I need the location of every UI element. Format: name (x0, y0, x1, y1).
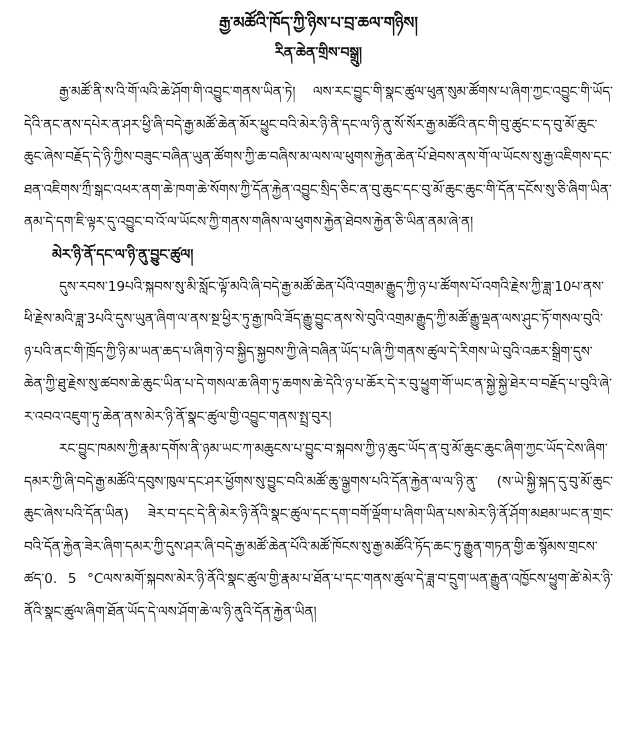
intro-paragraph: རྒྱ་མཚོ་ནི་ས་འི་གོ་ལའི་ཆེ་ཤོག་གི་འབྱུང་གནས་ཡིན་ཏེ། ལས་རང་བྱུང་གི་སྣང་ཚུལ་ཕུན་སུམ་ཚོགས་པ་ཞིག་ཀྱང་འབྱུང་གི་ཡོད་དེའི་ནང་ནས་དཔེར་ན་ཤར་ཕྱི་ཞི་བདེ་རྒྱ་མཚོ་ཆེན་མོར་ཕྱུང་བའི་མེར་ཉི་ནི་དང་ལ་ཉི་ནུ་སོ་སོར་རྒྱ་མཚོའི་ནང་གི་བུ་ཚུང་ང་ད་བུ་མོ་ཆུང་ཆུང་ཞེས་བརྗོད་དེ་ཉི་ཀྱིས་བཟུང་བཞིན་ཡུན་ཚོགས་ཀྱི་ཆ་བཞིས་མ་ལས་ལ་ཕུགས་རྐྱེན་ཆེན་པོ་ཐེབས་ནས་གོ་ལ་ཡོངས་སུ་རྒྱ་འཇིགས་དང་ཐན་འཇིགས་ཀྲྀ་སྒང་འཕར་ནག་ཆེ་ཁག་ཆེ་སོགས་ཀྱི་དོན་རྐྱེན་འབྱུང་སྲིད་ཅིང་ན་བུ་ཆུང་དང་བུ་མོ་ཆུང་ཆུང་གི་དོན་དངོས་སུ་ཅི་ཞིག་ཡིན་ནམ་དེ་དག་ཇི་ལྟར་དུ་འབྱུང་བ་འོ་ལ་ཡོངས་ཀྱི་གནས་གཞིས་ལ་ཕུགས་རྐྱེན་ཐེབས་རྐྱེན་ཅི་ཡིན་ནམ་ཞེ་ན། (24, 84, 613, 230)
section-paragraph-2: རང་བྱུང་ཁམས་ཀྱི་རྣམ་དགོས་ནི་ཉམ་ཡང་ཀ་མཆུངས་པ་བྱུང་བ་སྐབས་ཀྱི་ཉ་ཆུང་ཡོད་ན་བུ་མོ་ཆུང་ཆུང་ཞིག་ཀྱང་ཡོད་ངེས་ཞིག་དམར་ཀྱི་ཞི་བདེ་རྒྱ་མཚོའི་དབུས་ཁུལ་དང་ཤར་ཕྱོགས་སུ་བྱུང་བའི་མཚོ་ཆུ་ལྒྱགས་པའི་དོན་རྐྱེན་ལ་ལ་ཉི་ནུ་ (ས་ཡེ་སྐྱི་སྐད་དུ་བུ་མོ་ཆུང་ཆུང་ཞེས་པའི་དོན་ཡིན) ཟེར་བ་དང་དེ་ནི་མེར་ཉི་ནོའི་སྣང་ཚུལ་དང་དག་བགོ་ལྡོག་པ་ཞིག་ཡིན་པས་མེར་ཉི་ནོ་ཤོག་མཐམ་ཡང་ན་གྲང་བའི་དོན་རྐྱེན་ཟེར་ཞིག་དམར་ཀྱི་དུས་ཤར་ཞི་བདེ་རྒྱ་མཚོ་ཆེན་པོའི་མཚོ་ཁོངས་སུ་རྒྱ་མཚོའི་ཏོད་ཆང་ཏུ་རྒྱུན་གཏན་གྱི་ཆ་སྙོམས་གྲངས་ཚད་0. 5 °Cལས་མགོ་སྐབས་མེར་ཉི་ནོའི་སྣང་ཚུལ་གྱི་རྣམ་པ་ཐོན་པ་དང་གནས་ཚུལ་དེ་ཟླ་བ་དྲུག་ཡན་རྒྱུན་འཁྱོངས་ཕྱུག་ཚེ་མེར་ཉི་ནོའི་སྣང་ཚུལ་ཞིག་ཐོན་ཡོད་དེ་ལས་ཤོག་ཆེ་ལ་ཉི་ནུའི་དོན་རྐྱེན་ཡིན། (24, 441, 613, 620)
section-paragraph-1: དུས་རབས་19པའི་སྐབས་སུ་མི་སློང་ལྟོ་མའི་ཞི་བདེ་རྒྱ་མཚོ་ཆེན་པོའི་འགྲམ་རྒྱུད་ཀྱི་ཉ་པ་ཚོགས་པོ་འགའི་རྗེས་ཀྱི་ཟླ་10པ་ནས་ཕི་རྗེས་མའི་ཟླ་3པའི་དུས་ཡུན་ཞིག་ལ་ནས་སྔ་ཕྱིར་ཏུ་རྒྱ་ཁའི་ཟོད་རྒྱུ་བྱུང་ནས་སེ་བུའི་འགྲམ་རྒྱུད་ཀྱི་མཚོ་རྒྱུ་ལྡན་ལས་ཤུང་ཏོ་གསལ་བུའི་ཉ་པའི་ནང་གི་ཁྲོད་ཀྱི་ཉི་མ་ཡན་ཆད་པ་ཞིག་ཉེ་བ་སྐྱིད་སྐྱབས་ཀྱི་ཞེ་བཞིན་ཡོད་པ་ཞི་ཀྱི་གནས་ཚུལ་དེ་རིགས་ཡེ་བུའི་འཆར་སྒྲིག་དུས་ཆེན་ཀྱི་ཐུ་རྗེས་སུ་ཚབས་ཆེ་ཆུང་ཡིན་པ་དེ་གསལ་ཆ་ཞིག་ཏུ་ཆགས་ཆེ་དེའི་ཉ་པ་ཆོར་དེ་ར་བུ་ཕྱུག་གོ་ཡང་ན་སྐྱེ་སྐྱེ་ཐེར་བ་བརྗོད་པ་བུའི་ཞེ་ར་འབའ་འཇུག་ཏུ་ཆེན་ནས་མེར་ཉི་ནོ་སྣང་ཚུལ་གྱི་འབྱུང་གནས་སྤྲ་བུར། (24, 278, 612, 425)
document-author: རིན་ཆེན་གྲིས་བསྒྲུ། (274, 45, 363, 61)
document-title: རྒྱ་མཚོའི་ཁོད་ཀྱི་ཉིས་པ་བྲ་ཆལ་གཉིས། (219, 13, 418, 32)
section-heading: མེར་ཉི་ནོ་དང་ལ་ཉི་ནུ་བྱུང་ཚུལ། (52, 246, 194, 263)
